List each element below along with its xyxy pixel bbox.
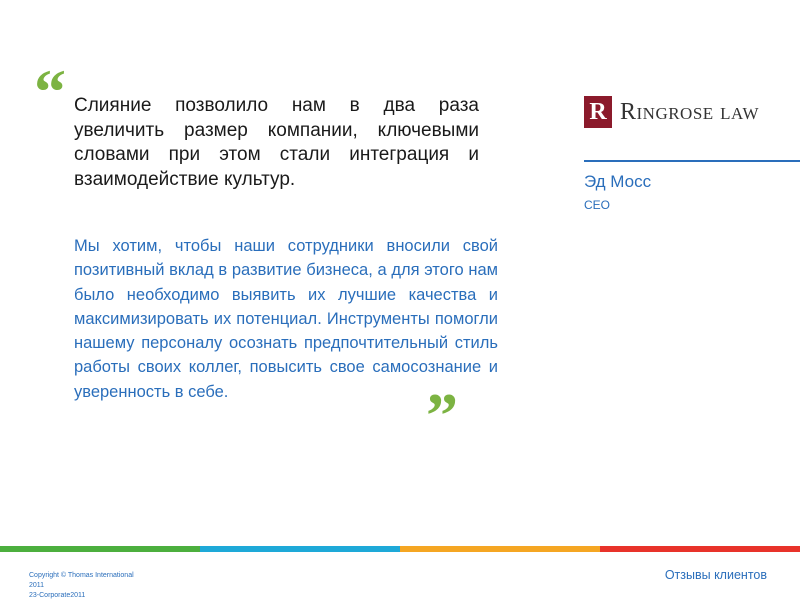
color-bar [0, 546, 800, 552]
person-role: CEO [584, 198, 611, 212]
close-quote-mark: ” [426, 380, 458, 451]
logo-mark: R [584, 96, 612, 128]
copyright-code: 23-Corporate2011 [29, 592, 86, 599]
color-bar-blue [200, 546, 400, 552]
color-bar-orange [400, 546, 600, 552]
open-quote-mark: “ [34, 56, 66, 127]
quote-second-text: Мы хотим, чтобы наши сотрудники вносили свой позитивный вклад в развитие бизнеса, а для этого нам было необходимо выявить их лучшие качества и максимизировать их потенциал. Инструменты помогли нашему персоналу осознать предпочтительный стиль работы своих коллег, повысить свое самосознание и уверенность в себе. [74, 237, 498, 401]
company-logo [584, 96, 759, 128]
color-bar-green [0, 546, 200, 552]
quote-main-text: Слияние позволило нам в два раза увеличить размер компании, ключевыми словами при этом стали интеграция и взаимодействие культур. [74, 95, 479, 190]
logo-text [620, 99, 759, 126]
color-bar-red [600, 546, 800, 552]
person-name: Эд Мосс [584, 172, 652, 191]
footer-title: Отзывы клиентов [664, 568, 767, 582]
copyright-line: Copyright © Thomas International [29, 572, 134, 579]
copyright-year: 2011 [29, 582, 45, 589]
divider-line [584, 160, 800, 162]
copyright [29, 571, 134, 601]
logo-name: Ringrose law [620, 98, 760, 125]
